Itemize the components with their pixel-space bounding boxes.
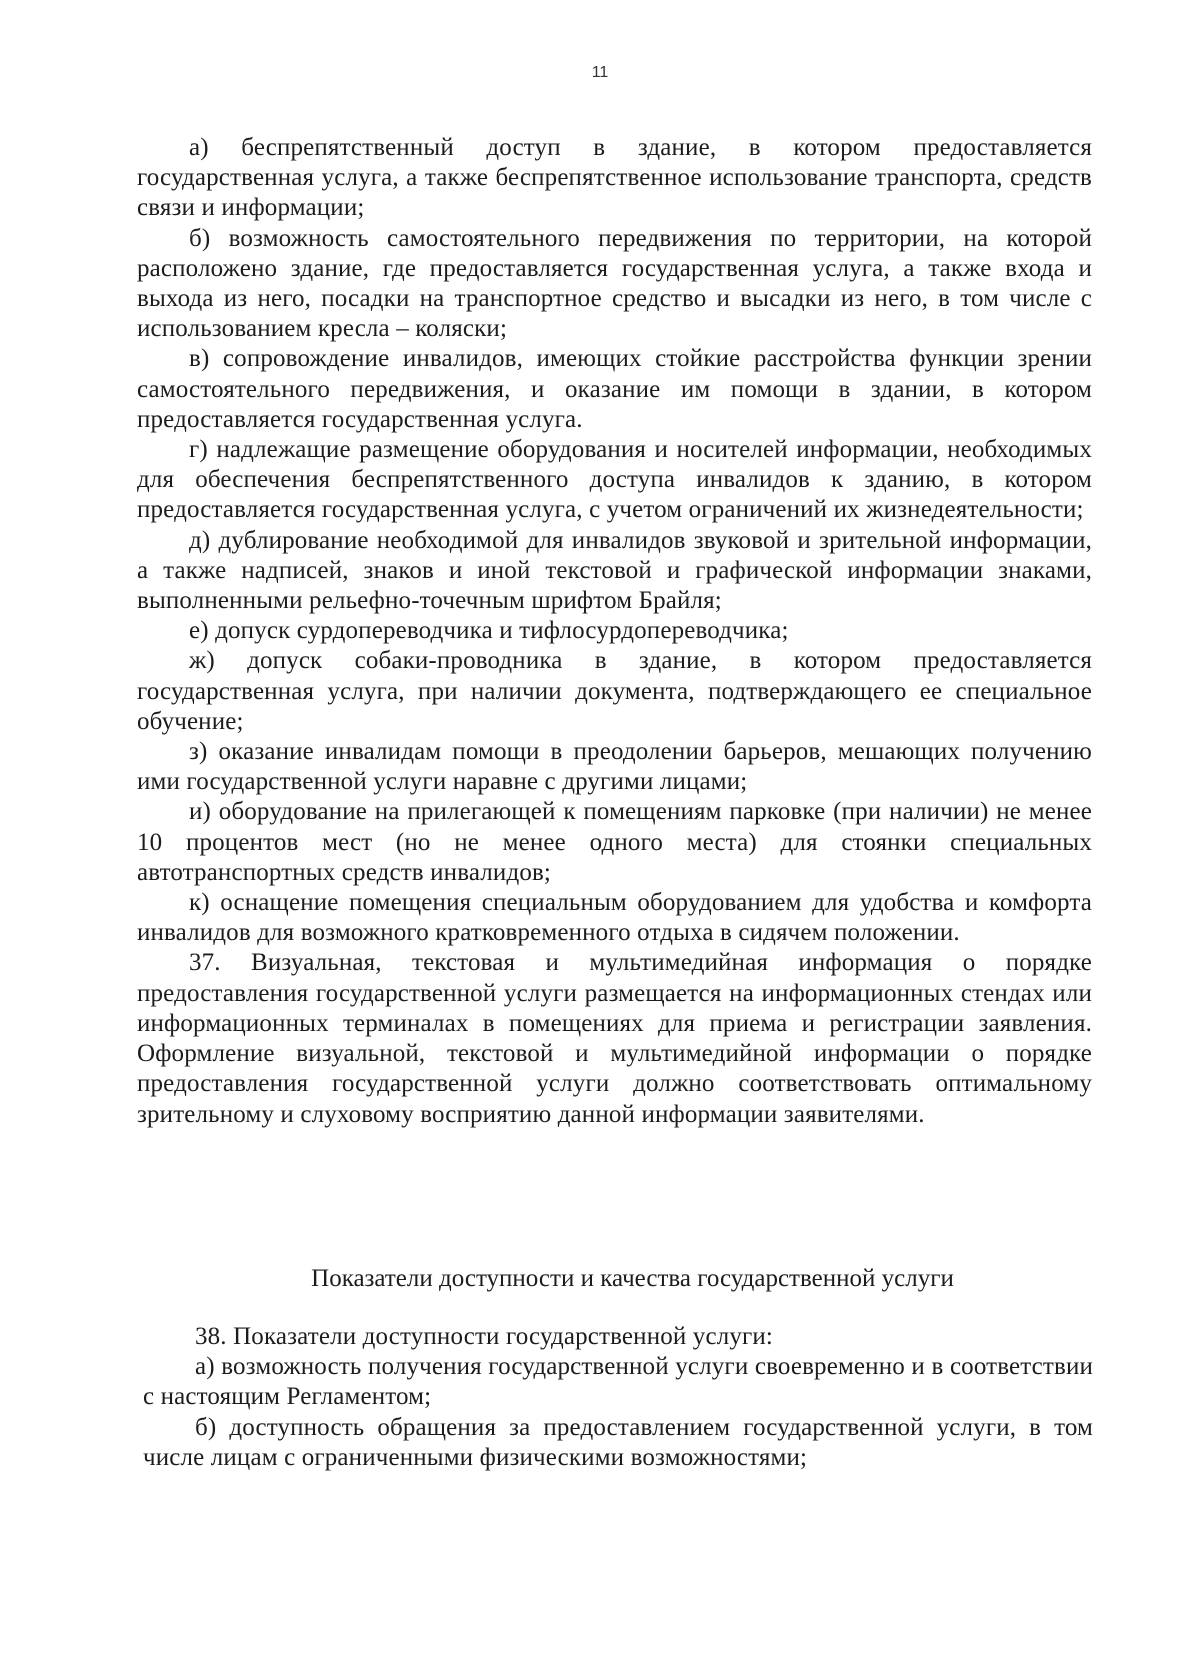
paragraph-37-information: 37. Визуальная, текстовая и мультимедийная информация о порядке предоставления государственной услуги размещается на информационных стендах или информационных терминалах в помещениях для приема и регистрации заявления. Оформление визуальной, текстовой и мультимедийной информации о порядке предоставления государственной услуги должно соответствовать оптимальному зрительному и слуховому восприятию данной информации заявителями. <box>137 949 1092 1128</box>
paragraph-38-a: а) возможность получения государственной услуги своевременно и в соответствии с настоящим Регламентом; <box>143 1353 1093 1411</box>
paragraph-38-indicators: 38. Показатели доступности государственной услуги: <box>195 1323 774 1350</box>
paragraph-d-duplication: д) дублирование необходимой для инвалидов звуковой и зрительной информации, а также надписей, знаков и иной текстовой и графической информации знаками, выполненными рельефно-точечным шрифтом Брайля; <box>137 526 1092 615</box>
paragraph-z-assistance: з) оказание инвалидам помощи в преодолении барьеров, мешающих получению ими государственной услуги наравне с другими лицами; <box>137 738 1092 796</box>
page-number: 11 <box>591 64 609 81</box>
section-heading: Показатели доступности и качества государственной услуги <box>311 1265 954 1292</box>
paragraph-a-access: а) беспрепятственный доступ в здание, в котором предоставляется государственная услуга, а также беспрепятственное использование транспорта, средств связи и информации; <box>137 134 1092 222</box>
paragraph-g-equipment: г) надлежащие размещение оборудования и носителей информации, необходимых для обеспечения беспрепятственного доступа инвалидов к зданию, в котором предоставляется государственная услуга, с учетом ограничений их жизнедеятельности; <box>137 436 1092 524</box>
paragraph-v-escort: в) сопровождение инвалидов, имеющих стойкие расстройства функции зрении самостоятельного передвижения, и оказание им помощи в здании, в котором предоставляется государственная услуга. <box>137 345 1092 433</box>
paragraph-zh-guide-dog: ж) допуск собаки-проводника в здание, в котором предоставляется государственная услуга, при наличии документа, подтверждающего ее специальное обучение; <box>137 647 1092 735</box>
paragraph-i-parking: и) оборудование на прилегающей к помещениям парковке (при наличии) не менее 10 процентов мест (но не менее одного места) для стоянки специальных автотранспортных средств инвалидов; <box>137 798 1092 886</box>
document-body-section <box>143 1322 1093 1473</box>
paragraph-b-movement: б) возможность самостоятельного передвижения по территории, на которой расположено здание, где предоставляется государственная услуга, а также входа и выхода из него, посадки на транспортное средство и высадки из него, в том числе с использованием кресла – коляски; <box>137 224 1092 343</box>
paragraph-k-rest-equipment: к) оснащение помещения специальным оборудованием для удобства и комфорта инвалидов для возможного кратковременного отдыха в сидячем положении. <box>137 889 1092 947</box>
paragraph-e-interpreter: е) допуск сурдопереводчика и тифлосурдопереводчика; <box>189 617 789 645</box>
document-body <box>137 133 1092 1130</box>
paragraph-38-b: б) доступность обращения за предоставлением государственной услуги, в том числе лицам с ограниченными физическими возможностями; <box>143 1413 1093 1471</box>
